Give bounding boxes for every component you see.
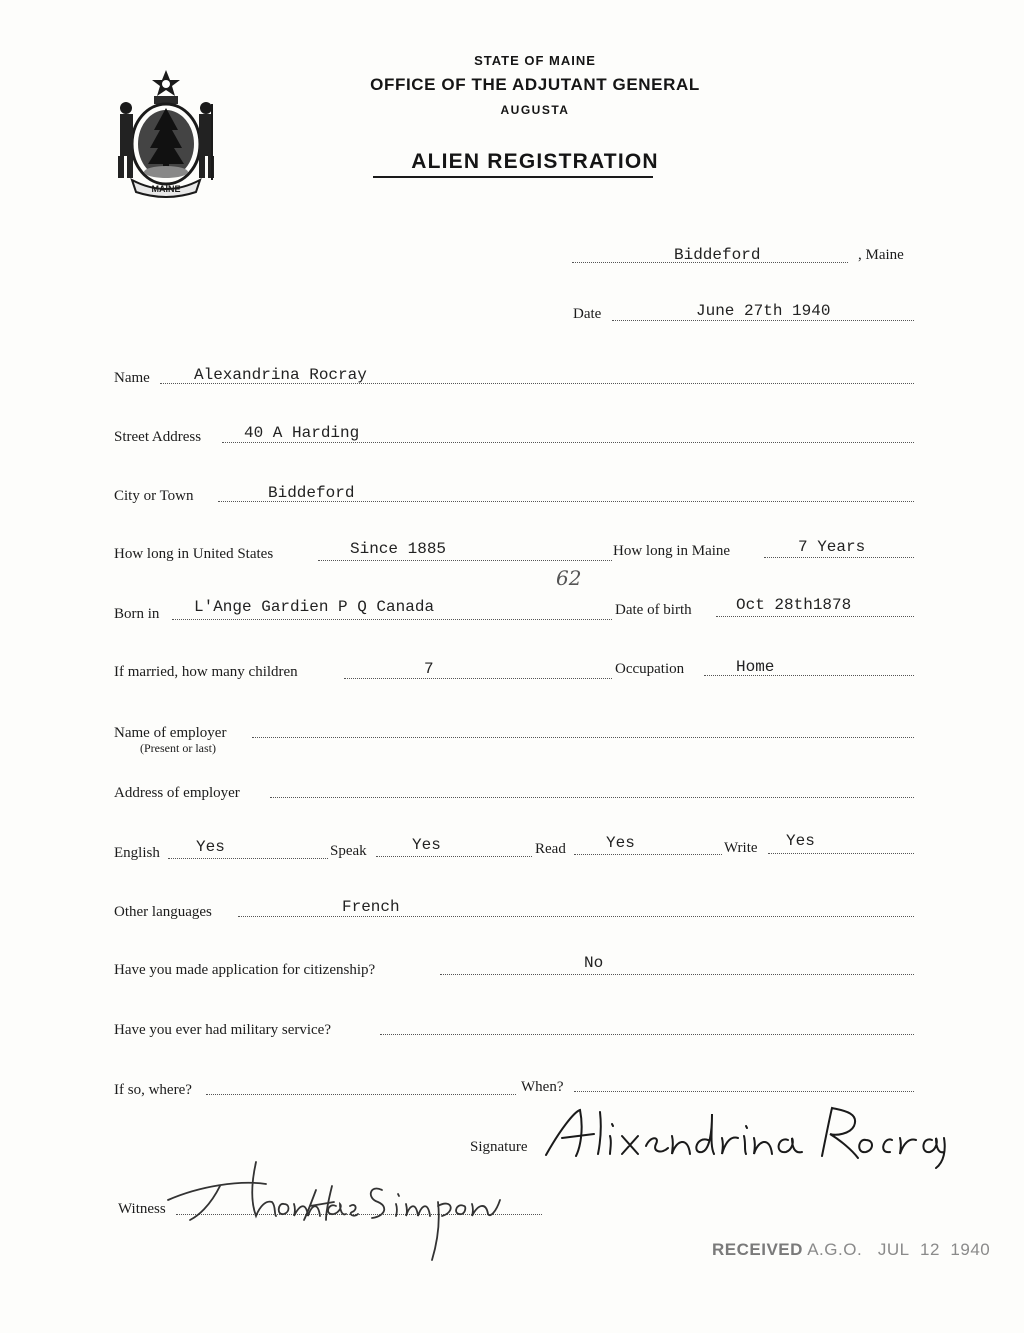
- speak-value[interactable]: Yes: [412, 836, 441, 854]
- name-value[interactable]: Alexandrina Rocray: [194, 366, 367, 384]
- stamp-prefix: RECEIVED: [712, 1240, 803, 1259]
- stamp-year: 1940: [950, 1240, 991, 1259]
- form-title: ALIEN REGISTRATION: [411, 150, 659, 173]
- maine-duration-line: [764, 557, 914, 558]
- date-line: [612, 320, 914, 321]
- read-value[interactable]: Yes: [606, 834, 635, 852]
- employer-address-line: [270, 797, 914, 798]
- stamp-month: JUL: [877, 1240, 910, 1259]
- when-line: [574, 1091, 914, 1092]
- date-value[interactable]: June 27th 1940: [696, 302, 831, 320]
- us-duration-label: How long in United States: [114, 546, 274, 562]
- dob-line: [716, 616, 914, 617]
- signature-label: Signature: [470, 1139, 528, 1155]
- place-value[interactable]: Biddeford: [674, 246, 761, 264]
- children-value[interactable]: 7: [424, 660, 434, 678]
- dob-label: Date of birth: [615, 602, 692, 618]
- read-label: Read: [535, 841, 566, 857]
- citizenship-value[interactable]: No: [584, 954, 604, 972]
- city-value[interactable]: Biddeford: [268, 484, 355, 502]
- employer-label: Name of employer: [114, 725, 227, 741]
- dob-value[interactable]: Oct 28th1878: [736, 596, 852, 614]
- other-languages-label: Other languages: [114, 904, 212, 920]
- employer-address-label: Address of employer: [114, 785, 240, 801]
- born-in-line: [172, 619, 612, 620]
- occupation-label: Occupation: [615, 661, 685, 677]
- place-suffix: , Maine: [858, 247, 904, 263]
- where-label: If so, where?: [114, 1082, 192, 1098]
- date-label: Date: [573, 306, 602, 322]
- english-value[interactable]: Yes: [196, 838, 225, 856]
- children-label: If married, how many children: [114, 664, 298, 680]
- occupation-value[interactable]: Home: [736, 658, 775, 676]
- stamp-day: 12: [920, 1240, 940, 1259]
- maine-duration-value[interactable]: 7 Years: [798, 538, 866, 556]
- write-line: [768, 853, 914, 854]
- street-label: Street Address: [114, 429, 202, 445]
- speak-line: [376, 856, 532, 857]
- write-value[interactable]: Yes: [786, 832, 815, 850]
- age-note: 62: [556, 566, 582, 590]
- witness-signature: [160, 1150, 520, 1270]
- children-line: [344, 678, 612, 679]
- header-state: STATE OF MAINE: [474, 53, 596, 68]
- english-label: English: [114, 845, 160, 861]
- applicant-signature: [540, 1100, 950, 1170]
- military-line: [380, 1034, 914, 1035]
- header-city: AUGUSTA: [500, 103, 570, 117]
- received-stamp: [712, 1240, 990, 1260]
- born-in-label: Born in: [114, 606, 160, 622]
- other-languages-value[interactable]: French: [342, 898, 400, 916]
- witness-label: Witness: [118, 1201, 166, 1217]
- employer-sublabel: (Present or last): [140, 741, 216, 755]
- street-line: [222, 442, 914, 443]
- maine-duration-label: How long in Maine: [613, 543, 731, 559]
- us-duration-value[interactable]: Since 1885: [350, 540, 447, 558]
- svg-text:MAINE: MAINE: [151, 184, 181, 194]
- speak-label: Speak: [330, 843, 367, 859]
- born-in-value[interactable]: L'Ange Gardien P Q Canada: [194, 598, 435, 616]
- where-line: [206, 1094, 516, 1095]
- title-underline: [373, 176, 653, 178]
- other-languages-line: [238, 916, 914, 917]
- street-value[interactable]: 40 A Harding: [244, 424, 360, 442]
- citizenship-label: Have you made application for citizenship?: [114, 962, 376, 978]
- header-office: OFFICE OF THE ADJUTANT GENERAL: [370, 75, 700, 94]
- read-line: [574, 854, 722, 855]
- name-label: Name: [114, 370, 150, 386]
- stamp-text: A.G.O.: [807, 1240, 863, 1259]
- state-of-maine-seal: [112, 68, 220, 198]
- employer-line: [252, 737, 914, 738]
- city-label: City or Town: [114, 488, 194, 504]
- us-duration-line: [318, 560, 612, 561]
- when-label: When?: [521, 1079, 564, 1095]
- write-label: Write: [724, 840, 758, 856]
- military-label: Have you ever had military service?: [114, 1022, 331, 1038]
- english-line: [168, 858, 328, 859]
- citizenship-line: [440, 974, 914, 975]
